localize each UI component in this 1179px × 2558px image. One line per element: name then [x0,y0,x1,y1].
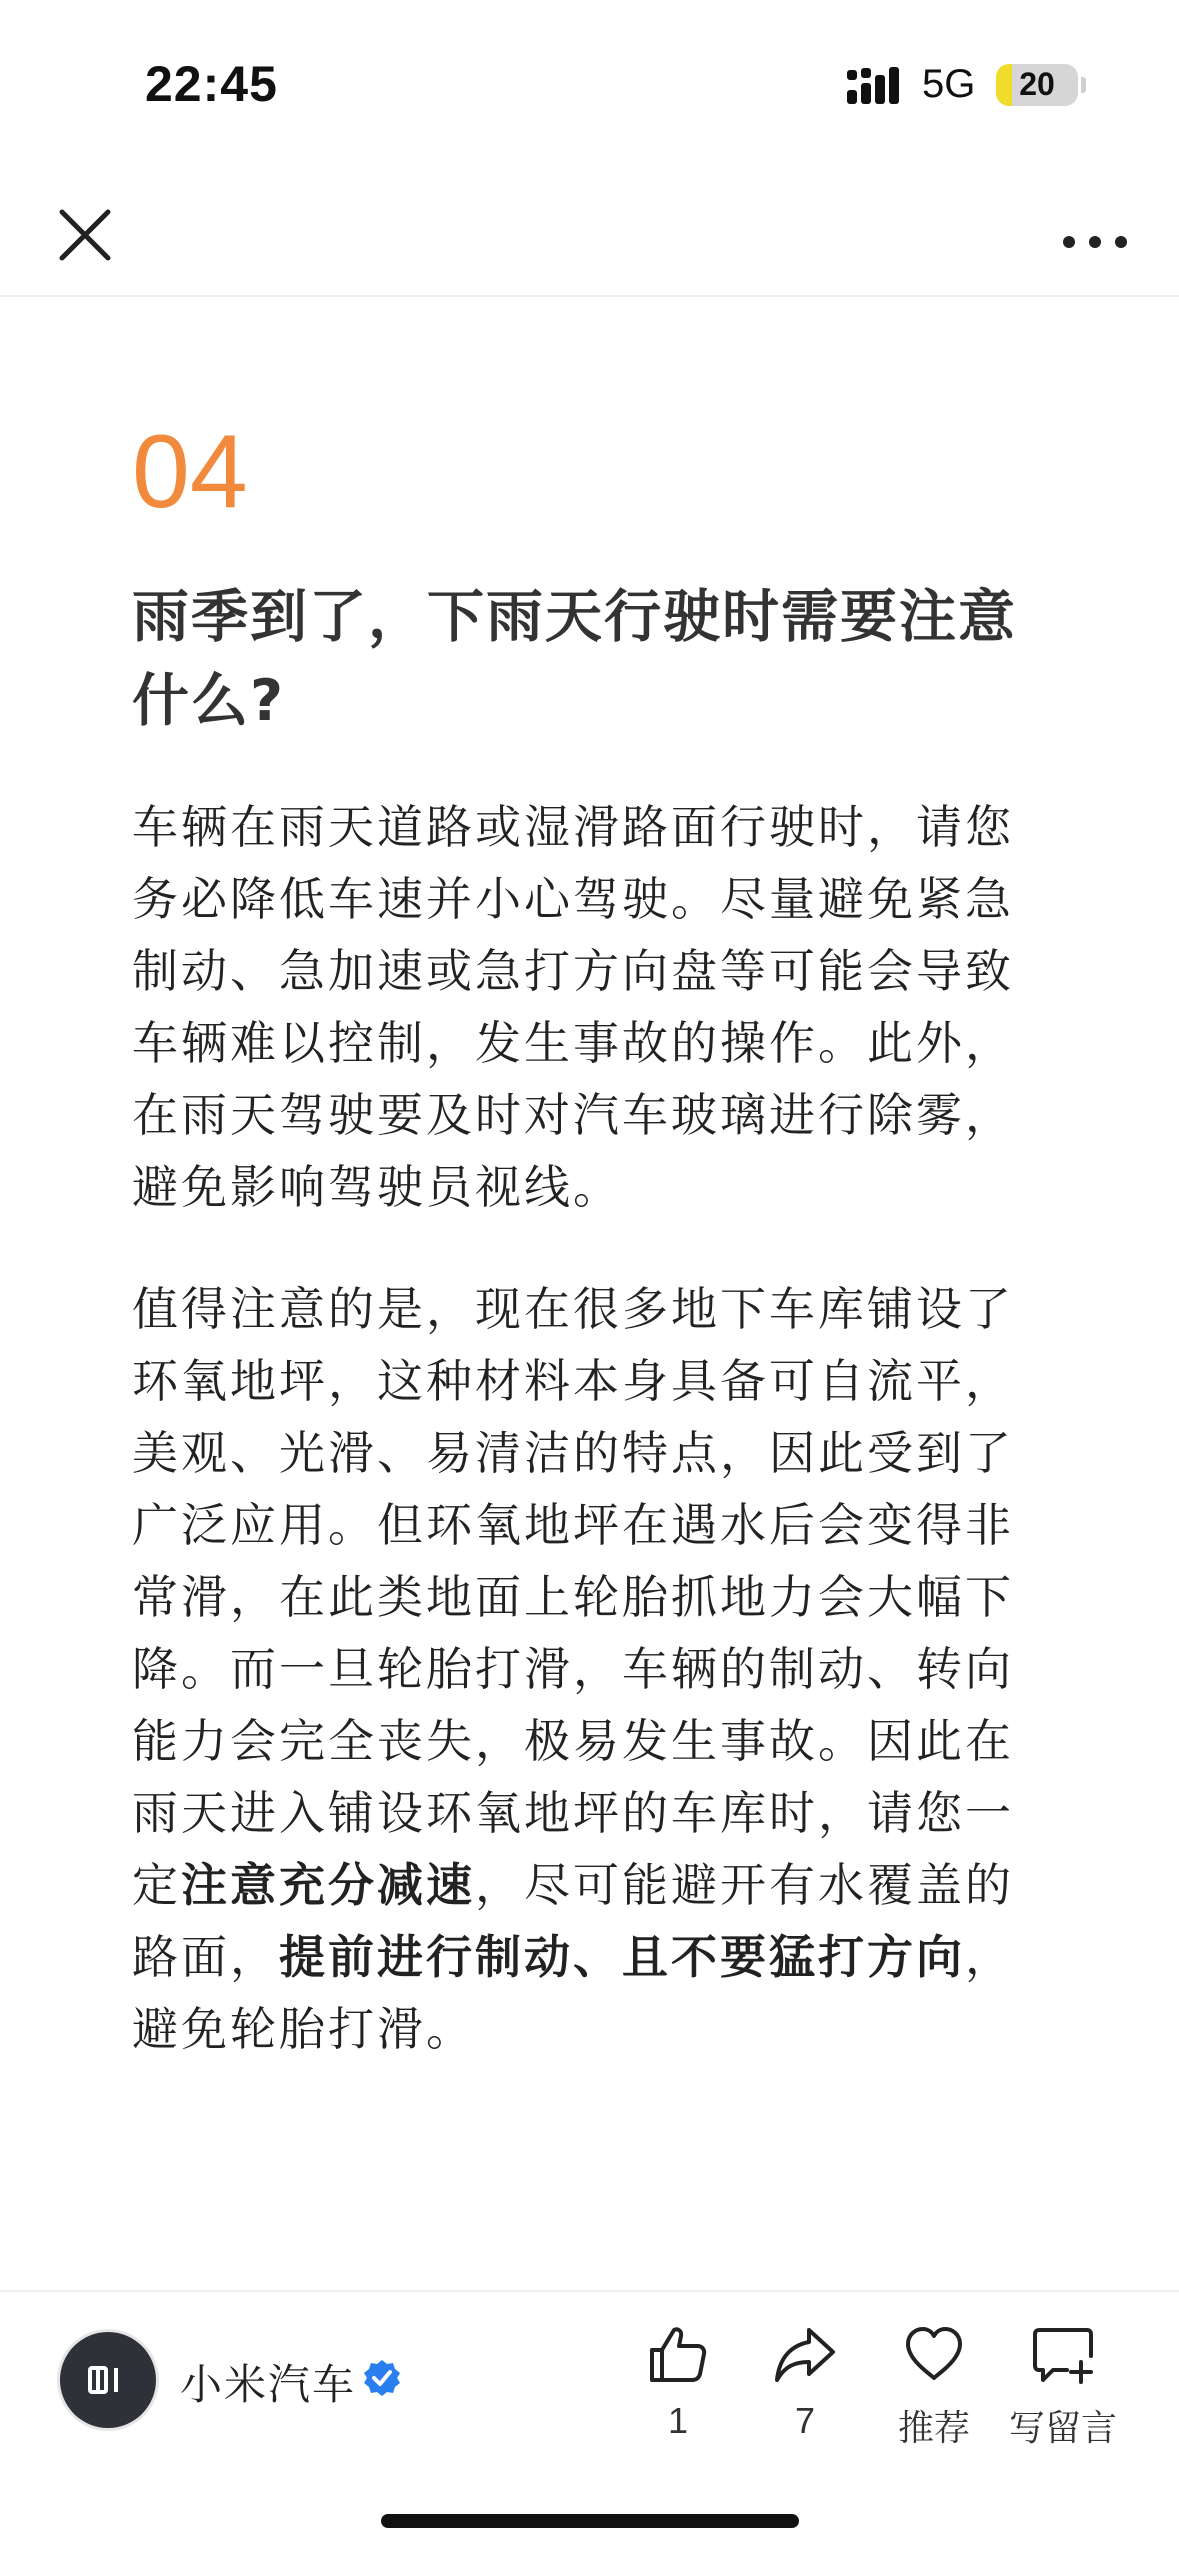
xiaomi-logo-icon [60,2332,156,2428]
network-type: 5G [922,62,976,106]
section-number: 04 [132,414,248,530]
close-button[interactable] [50,200,120,270]
battery-icon [996,64,1078,106]
headline-line: 什么? [132,668,286,734]
paragraph-line: 务必降低车速并小心驾驶。尽量避免紧急 [132,872,1014,926]
share-arrow-icon [773,2322,837,2386]
battery-cap [1081,77,1086,93]
paragraph-line: 能力会完全丧失，极易发生事故。因此在 [132,1714,1014,1768]
write-comment-label: 写留言 [1008,2407,1117,2448]
paragraph-line: 常滑，在此类地面上轮胎抓地力会大幅下 [132,1570,1014,1624]
headline-line: 雨季到了，下雨天行驶时需要注意 [132,584,1017,650]
paragraph-line: 雨天进入铺设环氧地坪的车库时，请您一 [132,1786,1014,1840]
paragraph-2 [132,1273,1052,2065]
like-count: 1 [667,2400,689,2441]
heart-icon [902,2322,966,2386]
text-run: ， [965,1930,1014,1984]
like-button[interactable] [613,2322,743,2442]
bold-emphasis: 提前进行制动、且不要猛打方向 [279,1930,965,1984]
recommend-button[interactable] [869,2322,999,2451]
paragraph-line [132,1849,1052,1921]
paragraph-line: 车辆难以控制，发生事故的操作。此外， [132,1016,1014,1070]
paragraph-line: 降。而一旦轮胎打滑，车辆的制动、转向 [132,1642,1014,1696]
cellular-signal-icon [845,66,907,106]
battery-level: 20 [1019,66,1055,102]
write-comment-button[interactable] [998,2322,1128,2451]
paragraph-line: 值得注意的是，现在很多地下车库铺设了 [132,1282,1014,1336]
bold-emphasis: 注意充分减速 [181,1858,475,1912]
paragraph-line [132,1921,1052,1993]
paragraph-line: 广泛应用。但环氧地坪在遇水后会变得非 [132,1498,1014,1552]
share-count: 7 [794,2400,816,2441]
text-run: 路面， [132,1930,279,1984]
comment-add-icon [1031,2322,1095,2386]
text-run: ，尽可能避开有水覆盖的 [475,1858,1014,1912]
article [132,400,1052,2065]
avatar[interactable] [60,2332,156,2428]
paragraph-line: 避免影响驾驶员视线。 [132,1160,622,1214]
thumbs-up-icon [646,2322,710,2386]
more-options-button[interactable] [1055,200,1135,270]
paragraph-line: 在雨天驾驶要及时对汽车玻璃进行除雾， [132,1088,1014,1142]
status-time: 22:45 [145,56,278,112]
share-button[interactable] [740,2322,870,2442]
paragraph-line: 制动、急加速或急打方向盘等可能会导致 [132,944,1014,998]
text-run: 定 [132,1858,181,1912]
verified-badge-icon [362,2358,402,2398]
article-headline [132,575,1052,743]
paragraph-line: 美观、光滑、易清洁的特点，因此受到了 [132,1426,1014,1480]
recommend-label: 推荐 [897,2407,970,2448]
paragraph-line: 避免轮胎打滑。 [132,2002,475,2056]
close-icon [50,200,120,270]
paragraph-1 [132,791,1052,1223]
more-dots-icon [1055,200,1135,270]
paragraph-line: 环氧地坪，这种材料本身具备可自流平， [132,1354,1014,1408]
author-name[interactable]: 小米汽车 [180,2360,357,2409]
paragraph-line: 车辆在雨天道路或湿滑路面行驶时，请您 [132,800,1014,854]
home-indicator[interactable] [381,2514,799,2528]
nav-bar [0,170,1179,297]
status-bar [0,0,1179,170]
